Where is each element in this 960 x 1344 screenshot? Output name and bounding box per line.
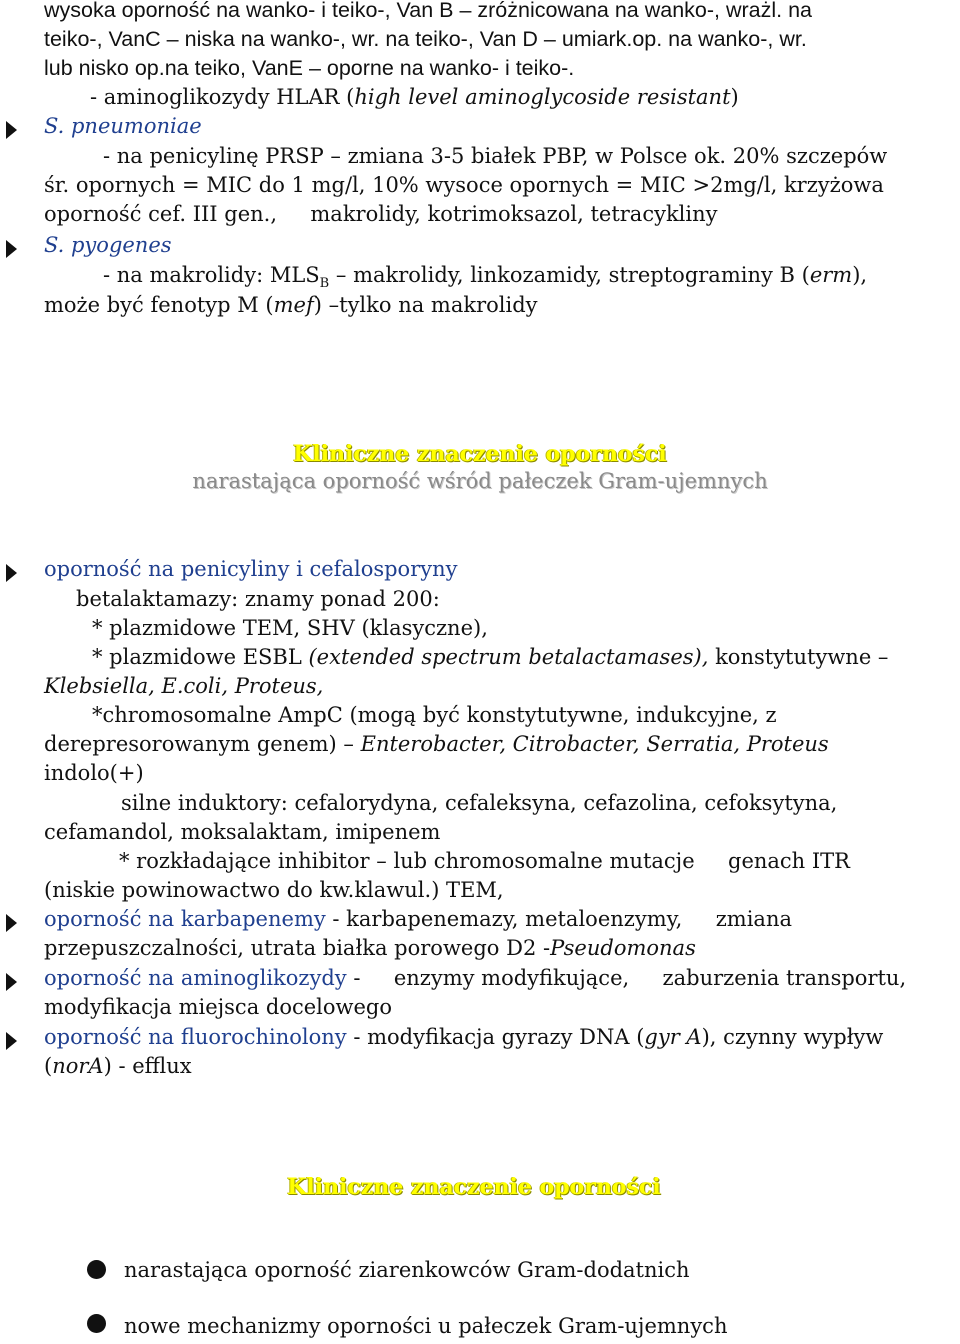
section-subtitle: narastająca oporność wśród pałeczek Gram-ujemnych bbox=[192, 469, 768, 493]
text-line: Klebsiella, E.coli, Proteus, bbox=[44, 674, 324, 698]
text-line bbox=[92, 643, 888, 672]
text-line: *chromosomalne AmpC (mogą być konstytutywne, indukcyjne, z bbox=[92, 703, 777, 727]
section-title: Kliniczne znaczenie oporności bbox=[293, 441, 667, 467]
text-span: norA bbox=[52, 1054, 104, 1078]
text-line bbox=[44, 905, 792, 934]
text-line: śr. opornych = MIC do 1 mg/l, 10% wysoce opornych = MIC >2mg/l, krzyżowa bbox=[44, 173, 884, 197]
text-span: może być fenotyp M ( bbox=[44, 293, 274, 317]
text-span: ), czynny wypływ bbox=[701, 1025, 884, 1049]
triangle-bullet-icon bbox=[6, 914, 17, 932]
text-span: - enzymy modyfikujące, zaburzenia transportu, bbox=[346, 966, 907, 990]
text-line: teiko-, VanC – niska na wanko-, wr. na teiko-, Van D – umiark.op. na wanko-, wr. bbox=[44, 27, 807, 51]
triangle-bullet-icon bbox=[6, 121, 17, 139]
triangle-bullet-icon bbox=[6, 564, 17, 582]
bullet-dot-icon bbox=[87, 1260, 106, 1279]
text-line: wysoka oporność na wanko- i teiko-, Van B – zróżnicowana na wanko-, wrażl. na bbox=[44, 0, 813, 22]
text-line: - na penicylinę PRSP – zmiana 3-5 białek PBP, w Polsce ok. 20% szczepów bbox=[103, 144, 888, 168]
fluoroquinolone-heading: oporność na fluorochinolony bbox=[44, 1025, 347, 1049]
text-line: modyfikacja miejsca docelowego bbox=[44, 995, 393, 1019]
text-span: ( bbox=[44, 1054, 53, 1078]
text-span: derepresorowanym genem) – bbox=[44, 732, 361, 756]
text-line bbox=[44, 1023, 883, 1052]
triangle-bullet-icon bbox=[6, 973, 17, 991]
section-title: Kliniczne znaczenie oporności bbox=[287, 1174, 661, 1200]
text-line bbox=[44, 291, 538, 320]
pyogenes-heading: S. pyogenes bbox=[44, 233, 172, 257]
text-line: cefamandol, moksalaktam, imipenem bbox=[44, 820, 441, 844]
text-line: silne induktory: cefalorydyna, cefaleksyna, cefazolina, cefoksytyna, bbox=[121, 791, 838, 815]
text-line bbox=[44, 964, 906, 993]
text-span: ) –tylko na makrolidy bbox=[313, 293, 538, 317]
text-span: mef bbox=[273, 293, 314, 317]
bullet-text: nowe mechanizmy oporności u pałeczek Gram-ujemnych bbox=[124, 1314, 728, 1338]
text-span: - karbapenemazy, metaloenzymy, zmiana bbox=[325, 907, 792, 931]
text-span: (extended spectrum betalactamases), bbox=[308, 645, 709, 669]
triangle-bullet-icon bbox=[6, 240, 17, 258]
text-span: Pseudomonas bbox=[550, 936, 696, 960]
aminoglycoside-heading: oporność na aminoglikozydy bbox=[44, 966, 347, 990]
pneumoniae-heading: S. pneumoniae bbox=[44, 114, 202, 138]
text-span: ) - efflux bbox=[103, 1054, 192, 1078]
text-span: erm bbox=[809, 263, 853, 287]
text-span: - na makrolidy: MLS bbox=[103, 263, 320, 287]
bullet-dot-icon bbox=[87, 1314, 106, 1333]
text-span: ) bbox=[730, 85, 739, 109]
text-span: - aminoglikozydy HLAR ( bbox=[90, 85, 355, 109]
bullet-text: narastająca oporność ziarenkowców Gram-dodatnich bbox=[124, 1258, 690, 1282]
triangle-bullet-icon bbox=[6, 1032, 17, 1050]
carbapenem-heading: oporność na karbapenemy bbox=[44, 907, 326, 931]
text-span: gyr A bbox=[644, 1025, 702, 1049]
text-line: * rozkładające inhibitor – lub chromosomalne mutacje genach ITR bbox=[119, 849, 850, 873]
text-line: * plazmidowe TEM, SHV (klasyczne), bbox=[92, 616, 488, 640]
text-line bbox=[90, 83, 739, 112]
subscript: B bbox=[319, 276, 330, 292]
text-span: high level aminoglycoside resistant bbox=[354, 85, 731, 109]
text-line: (niskie powinowactwo do kw.klawul.) TEM, bbox=[44, 878, 504, 902]
text-span: Enterobacter, Citrobacter, Serratia, Proteus bbox=[360, 732, 829, 756]
text-line: oporność cef. III gen., makrolidy, kotrimoksazol, tetracykliny bbox=[44, 202, 718, 226]
text-line: lub nisko op.na teiko, VanE – oporne na wanko- i teiko-. bbox=[44, 56, 575, 80]
text-span: przepuszczalności, utrata białka porowego D2 - bbox=[44, 936, 551, 960]
text-line bbox=[44, 1052, 192, 1081]
penicillin-heading: oporność na penicyliny i cefalosporyny bbox=[44, 557, 458, 581]
text-span: ), bbox=[852, 263, 868, 287]
text-line bbox=[44, 934, 696, 963]
text-line: indolo(+) bbox=[44, 761, 144, 785]
text-span: - modyfikacja gyrazy DNA ( bbox=[346, 1025, 645, 1049]
text-line: betalaktamazy: znamy ponad 200: bbox=[76, 587, 440, 611]
text-span: – makrolidy, linkozamidy, streptograminy B ( bbox=[329, 263, 810, 287]
text-span: konstytutywne – bbox=[708, 645, 889, 669]
text-line bbox=[44, 730, 829, 759]
text-span: * plazmidowe ESBL bbox=[92, 645, 309, 669]
